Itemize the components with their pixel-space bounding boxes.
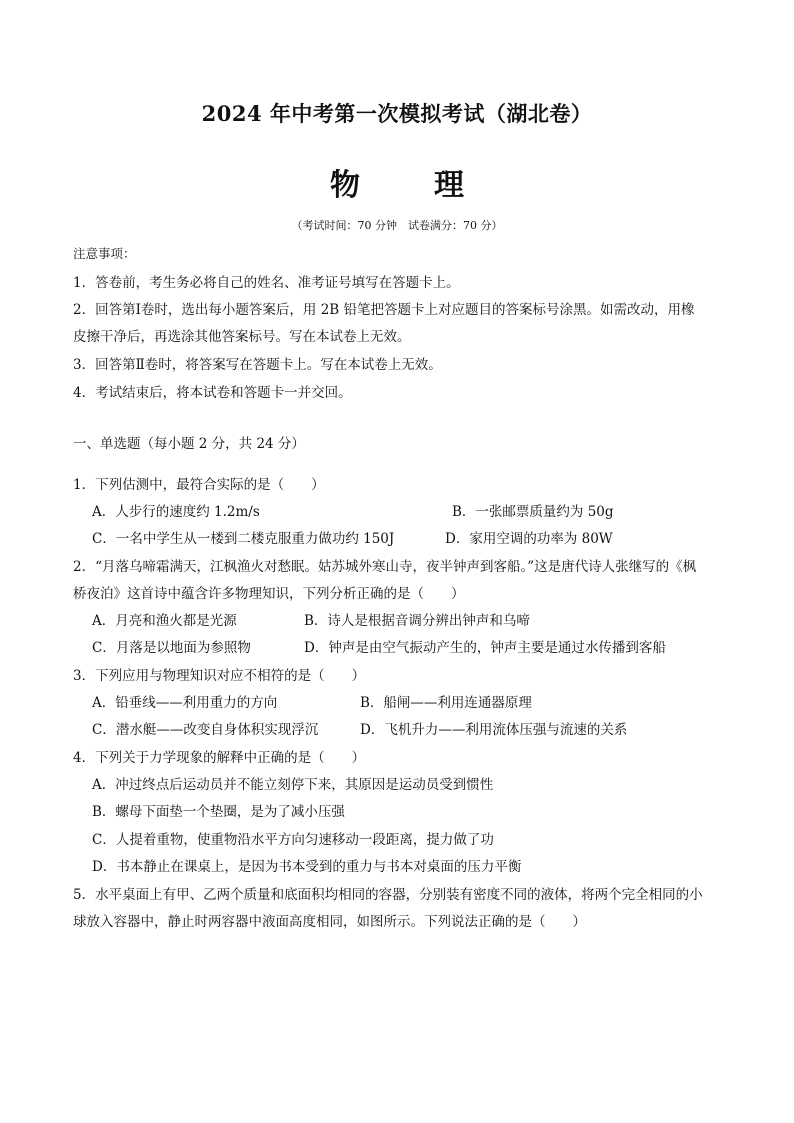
option-b: B．螺母下面垫一个垫圈，是为了减小压强 [92, 804, 345, 820]
option-a: A．冲过终点后运动员并不能立刻停下来，其原因是运动员受到惯性 [92, 777, 494, 793]
option-c: C．月落是以地面为参照物 [92, 640, 251, 656]
section-heading: 一、单选题（每小题 2 分，共 24 分） [73, 436, 305, 452]
subject-title: 物 理 [330, 168, 486, 203]
exam-meta: （考试时间：70 分钟 试卷满分：70 分） [291, 219, 503, 232]
notice-heading: 注意事项： [73, 246, 136, 261]
option-d: D．家用空调的功率为 80W [445, 531, 613, 547]
notice-item: 1．答卷前，考生务必将自己的姓名、准考证号填写在答题卡上。 [73, 275, 460, 291]
question-stem: 2．“月落乌啼霜满天，江枫渔火对愁眠。姑苏城外寒山寺，夜半钟声到客船。”这是唐代诗人张继写的《枫 [73, 559, 697, 575]
question-stem: 球放入容器中，静止时两容器中液面高度相同，如图所示。下列说法正确的是（ ） [73, 914, 586, 930]
option-a: A．人步行的速度约 1.2m/s [92, 504, 260, 520]
question-stem: 5．水平桌面上有甲、乙两个质量和底面积均相同的容器，分别装有密度不同的液体，将两个完全相同的小 [73, 887, 703, 903]
question-stem: 1．下列估测中，最符合实际的是（ ） [73, 477, 325, 493]
option-b: B．船闸——利用连通器原理 [360, 695, 532, 711]
option-d: D．书本静止在课桌上，是因为书本受到的重力与书本对桌面的压力平衡 [92, 859, 522, 875]
notice-item: 皮擦干净后，再选涂其他答案标号。写在本试卷上无效。 [73, 329, 411, 345]
option-b: B．诗人是根据音调分辨出钟声和乌啼 [304, 613, 530, 629]
notice-item: 2．回答第Ⅰ卷时，选出每小题答案后，用 2B 铅笔把答题卡上对应题目的答案标号涂黑。如需改动，用橡 [73, 302, 695, 318]
option-b: B．一张邮票质量约为 50g [452, 504, 614, 520]
option-a: A．月亮和渔火都是光源 [92, 613, 237, 629]
exam-title: 2024 年中考第一次模拟考试（湖北卷） [201, 101, 593, 126]
option-c: C．人提着重物，使重物沿水平方向匀速移动一段距离，提力做了功 [92, 832, 494, 848]
notice-item: 4．考试结束后，将本试卷和答题卡一并交回。 [73, 385, 352, 401]
question-stem: 桥夜泊》这首诗中蕴含许多物理知识，下列分析正确的是（ ） [73, 586, 465, 602]
option-d: D．飞机升力——利用流体压强与流速的关系 [360, 722, 628, 738]
option-c: C．潜水艇——改变自身体积实现浮沉 [92, 722, 319, 738]
option-a: A．铅垂线——利用重力的方向 [92, 695, 278, 711]
question-stem: 4．下列关于力学现象的解释中正确的是（ ） [73, 750, 366, 766]
question-stem: 3．下列应用与物理知识对应不相符的是（ ） [73, 668, 366, 684]
option-c: C．一名中学生从一楼到二楼克服重力做功约 150J [92, 531, 395, 547]
notice-item: 3．回答第Ⅱ卷时，将答案写在答题卡上。写在本试卷上无效。 [73, 357, 442, 373]
option-d: D．钟声是由空气振动产生的，钟声主要是通过水传播到客船 [304, 640, 666, 656]
